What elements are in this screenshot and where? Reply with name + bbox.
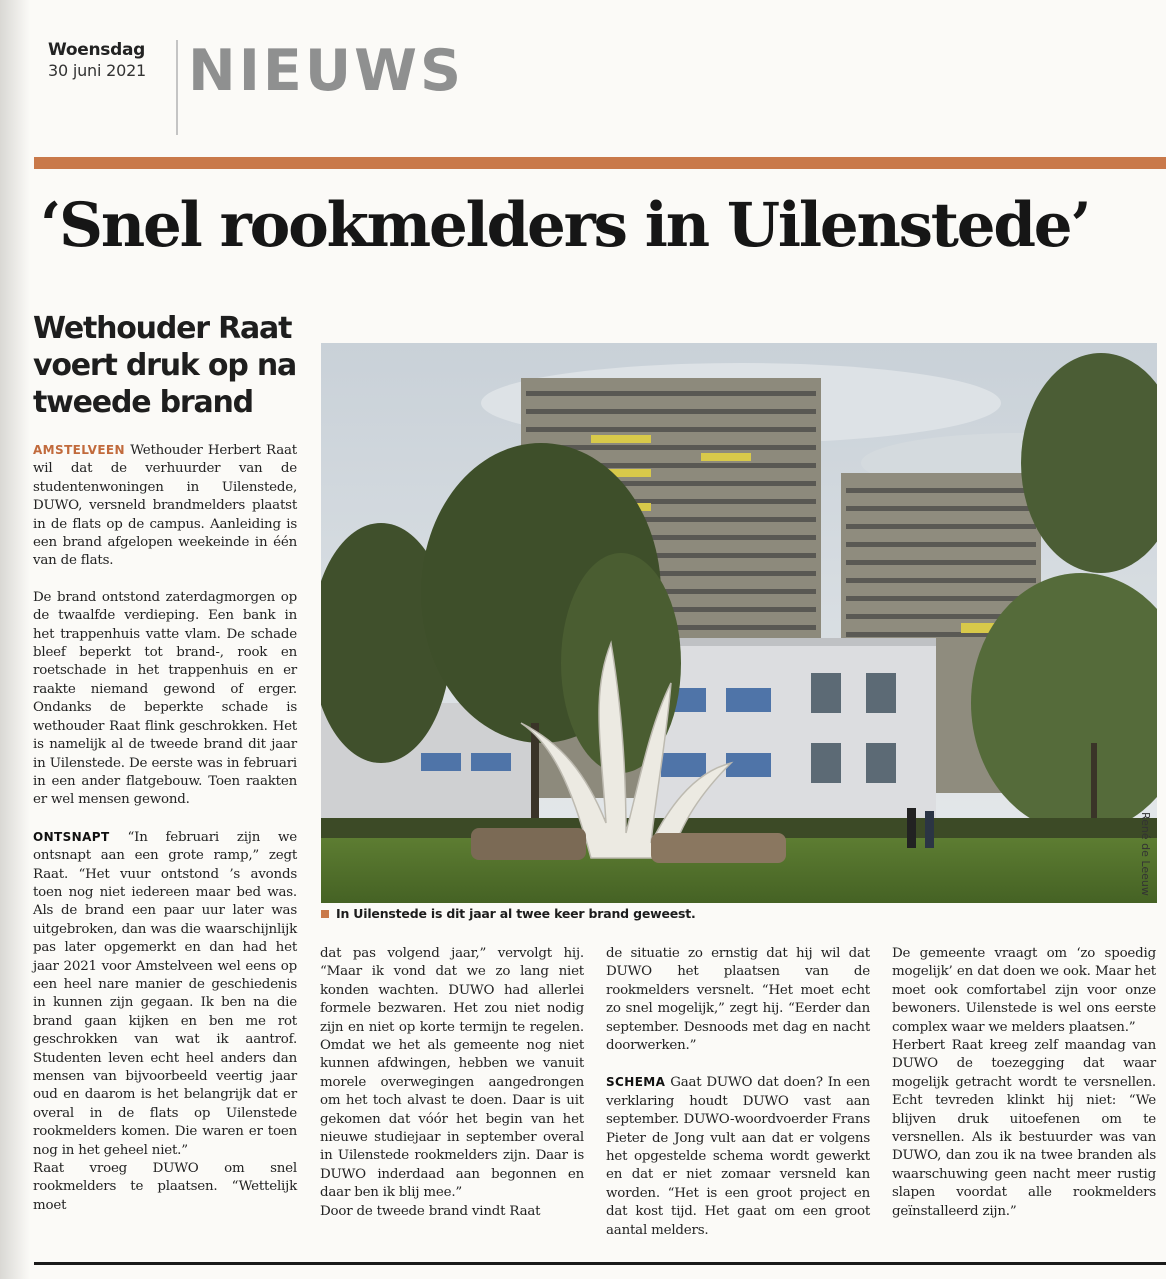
page-edge-shadow: [0, 0, 30, 1279]
kicker-schema: SCHEMA: [606, 1075, 666, 1090]
section-rule: [34, 157, 1166, 169]
column-3-paragraph-b: [606, 1073, 870, 1240]
text-column-1: [33, 441, 297, 1215]
intro-text: Wethouder Herbert Raat wil dat de verhuurder van de studentenwoningen in Uilenstede, DUWO, versneld brandmelders plaatst in de flats op de campus. Aanleiding is een brand afgelopen weekeinde in één van de flats.: [33, 443, 297, 569]
column-2-paragraph: dat pas volgend jaar,” vervolgt hij. “Maar ik vond dat we zo lang niet konden wachten. DUWO had allerlei formele bezwaren. Het zou niet nodig zijn en niet op korte termijn te regelen. Omdat we het als gemeente nog niet kunnen afdwingen, hebben we vanuit morele overwegingen aangedrongen om het toch alvast te doen. Daar is uit gekomen dat vóór het begin van het nieuwe studiejaar in september overal in Uilenstede rookmelders zijn. Daar is DUWO inderdaad aan begonnen en daar ben ik blij mee.”: [320, 946, 584, 1201]
paragraph-2: [33, 828, 297, 1160]
paragraph-intro: [33, 441, 297, 571]
uilenstede-photo-illustration: [321, 343, 1157, 903]
caption-marker: [321, 910, 329, 918]
article-subhead: Wethouder Raat voert druk op na tweede brand: [33, 311, 297, 420]
text-column-4: [892, 945, 1156, 1221]
column-2-paragraph-b: Door de tweede brand vindt Raat: [320, 1203, 541, 1219]
section-title: NIEUWS: [188, 38, 465, 104]
masthead-divider: [176, 40, 178, 135]
text-column-3: [606, 945, 870, 1240]
column-4-paragraph-b: Herbert Raat kreeg zelf maandag van DUWO de toezegging dat waar mogelijk getracht wordt te versnellen. Echt tevreden klinkt hij niet: “We blijven druk uitoefenen om te versnellen. Als ik bestuurder was van DUWO, dan zou ik na twee branden als waarschuwing geen nacht meer rustig slapen voordat alle rookmelders geïnstalleerd zijn.”: [892, 1038, 1156, 1219]
masthead-day: Woensdag: [48, 40, 145, 60]
article-photo: [321, 343, 1157, 903]
column-3-paragraph: de situatie zo ernstig dat hij wil dat DUWO het plaatsen van de rookmelders versnelt. “Het moet echt zo snel mogelijk,” zegt hij. “Eerder dan september. Desnoods met dag en nacht doorwerken.”: [606, 946, 870, 1054]
dateline: AMSTELVEEN: [33, 443, 125, 457]
kicker-ontsnapt: ONTSNAPT: [33, 829, 110, 844]
text-column-2: [320, 945, 584, 1221]
photo-credit: René de Leeuw: [1139, 812, 1152, 896]
paragraph-2-text: “In februari zijn we ontsnapt aan een grote ramp,” zegt Raat. “Het vuur ontstond ’s avonds toen nog niet iedereen maar bed was. Als de brand een paar uur later was uitgebroken, dan was die waarschijnlijk pas later opgemerkt en dan had het jaar 2021 voor Amstelveen wel eens op een heel nare manier de geschiedenis in kunnen zijn gegaan. Ik ben na die brand gaan kijken en ben me rot geschrokken van wat ik aantrof. Studenten leven echt heel anders dan mensen van bijvoorbeeld veertig jaar oud en daarom is het belangrijk dat er overal in de flats op Uilenstede rookmelders komen. Die waren er toen nog in het geheel niet.”: [33, 829, 297, 1158]
caption-text: In Uilenstede is dit jaar al twee keer brand geweest.: [336, 906, 696, 921]
bottom-rule: [34, 1262, 1166, 1265]
column-4-paragraph: De gemeente vraagt om ‘zo spoedig mogelijk’ en dat doen we ook. Maar het moet ook comfortabel zijn voor onze bewoners. Uilenstede is wel ons eerste complex waar we melders plaatsen.”: [892, 946, 1156, 1035]
article-headline: ‘Snel rookmelders in Uilenstede’: [40, 190, 1090, 261]
photo-caption: [321, 906, 696, 921]
paragraph-3: Raat vroeg DUWO om snel rookmelders te plaatsen. “Wettelijk moet: [33, 1161, 297, 1213]
paragraph-1: De brand ontstond zaterdagmorgen op de twaalfde verdieping. Een bank in het trappenhuis vatte vlam. De schade bleef beperkt tot brand-, rook en roetschade in het trappenhuis en er raakte niemand gewond of erger. Ondanks de beperkte schade is wethouder Raat flink geschrokken. Het is namelijk al de tweede brand dit jaar in Uilenstede. De eerste was in februari in een ander flatgebouw. Toen raakten er wel mensen gewond.: [33, 589, 297, 808]
masthead-date: 30 juni 2021: [48, 61, 147, 80]
schema-text: Gaat DUWO dat doen? In een verklaring houdt DUWO vast aan september. DUWO-woordvoerder Frans Pieter de Jong vult aan dat er volgens het opgestelde schema wordt gewerkt en dat er niet zomaar versneld kan worden. “Het is een groot project en dat kost tijd. Het gaat om een groot aantal melders.: [606, 1075, 871, 1238]
